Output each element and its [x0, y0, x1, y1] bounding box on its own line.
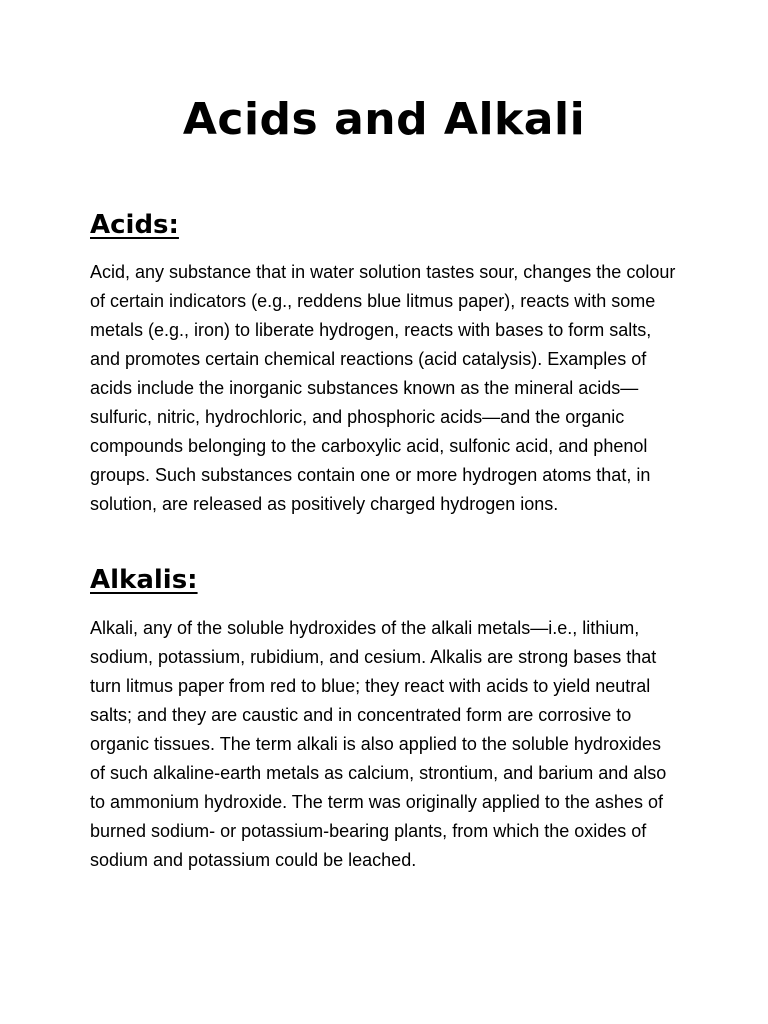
document-title: Acids and Alkali [182, 94, 586, 145]
section-paragraph-acids: Acid, any substance that in water solution tastes sour, changes the colour of certain indicators (e.g., reddens blue litmus paper), reacts with some metals (e.g., iron) to liberate hydrogen, reacts with bases to form salts, and promotes certain chemical reactions (acid catalysis). Examples of acids include the inorganic substances known as the mineral acids—sulfuric, nitric, hydrochloric, and phosphoric acids—and the organic compounds belonging to the carboxylic acid, sulfonic acid, and phenol groups. Such substances contain one or more hydrogen atoms that, in solution, are released as positively charged hydrogen ions. [90, 262, 676, 514]
section-paragraph-alkalis: Alkali, any of the soluble hydroxides of the alkali metals—i.e., lithium, sodium, potassium, rubidium, and cesium. Alkalis are strong bases that turn litmus paper from red to blue; they react with acids to yield neutral salts; and they are caustic and in concentrated form are corrosive to organic tissues. The term alkali is also applied to the soluble hydroxides of such alkaline-earth metals as calcium, strontium, and barium and also to ammonium hydroxide. The term was originally applied to the ashes of burned sodium- or potassium-bearing plants, from which the oxides of sodium and potassium could be leached. [90, 618, 667, 870]
section-heading-acids: Acids: [90, 210, 179, 240]
section-heading-alkalis: Alkalis: [90, 565, 198, 595]
